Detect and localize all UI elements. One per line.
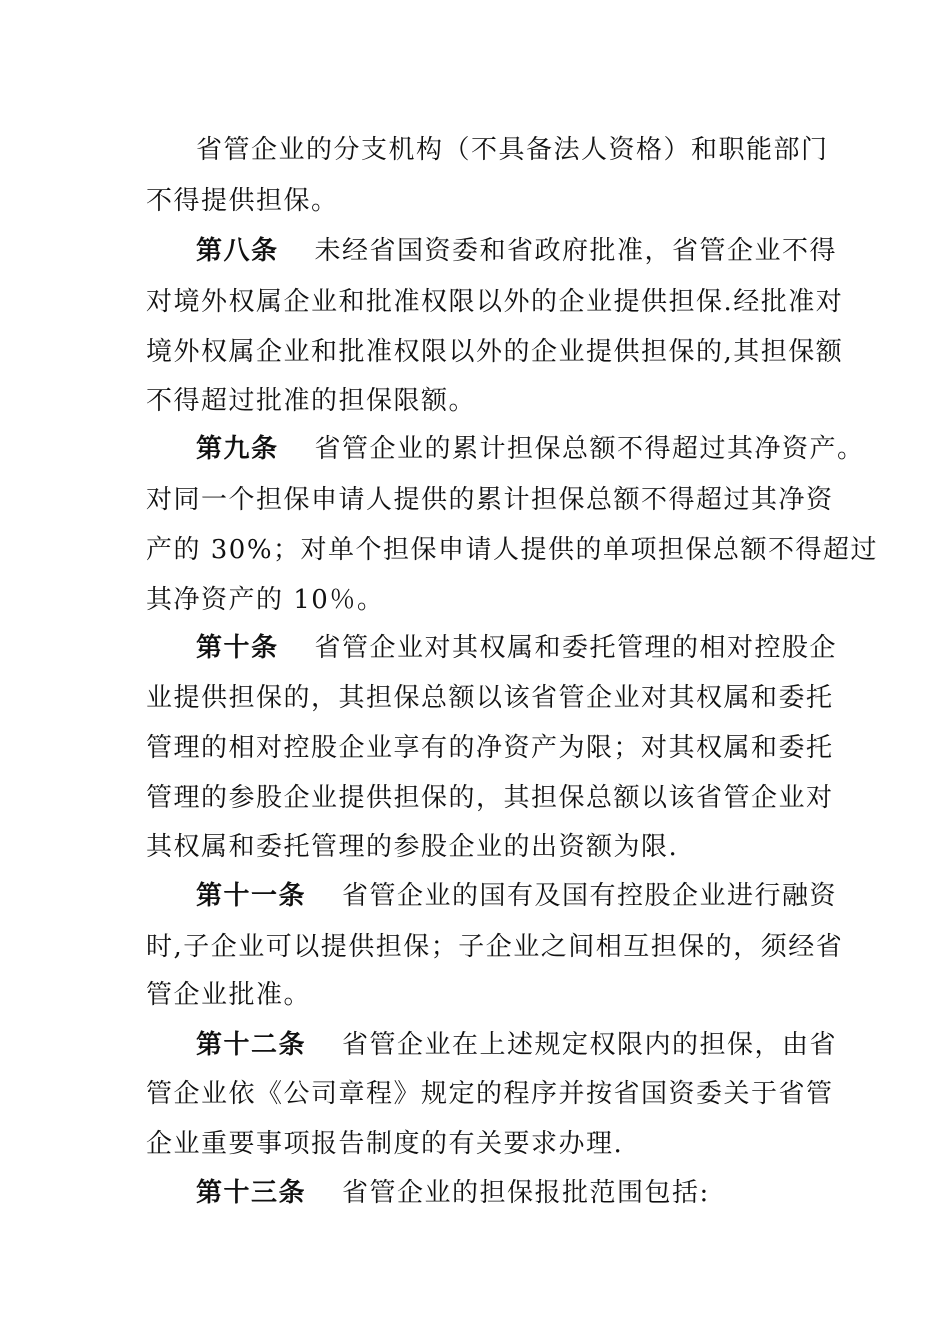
article-label: 第十一条 (196, 881, 307, 911)
paragraph-line: 管企业批准。 (146, 980, 312, 1010)
article-label: 第八条 (196, 236, 279, 266)
article-label: 第九条 (196, 434, 279, 464)
article-10-line (196, 633, 837, 663)
paragraph-line: 管企业依《公司章程》规定的程序并按省国资委关于省管 (146, 1079, 834, 1109)
paragraph-line: 管理的相对控股企业享有的净资产为限；对其权属和委托 (146, 733, 834, 763)
paragraph-line: 时,子企业可以提供担保；子企业之间相互担保的，须经省 (146, 932, 844, 962)
paragraph-text: 省管企业的担保报批范围包括: (342, 1178, 710, 1208)
paragraph-line: 不得超过批准的担保限额。 (146, 386, 477, 416)
article-label: 第十二条 (196, 1030, 307, 1060)
paragraph-line: 不得提供担保。 (146, 186, 339, 216)
paragraph-text: 省管企业在上述规定权限内的担保，由省 (342, 1030, 838, 1060)
paragraph-text: 省管企业的国有及国有控股企业进行融资 (342, 881, 838, 911)
article-label: 第十条 (196, 633, 279, 663)
article-12-line (196, 1030, 837, 1060)
paragraph-line: 对境外权属企业和批准权限以外的企业提供担保.经批准对 (146, 287, 844, 317)
paragraph-line: 其净资产的 10％。 (146, 585, 385, 615)
paragraph-line: 境外权属企业和批准权限以外的企业提供担保的,其担保额 (146, 337, 844, 367)
paragraph-text: 省管企业对其权属和委托管理的相对控股企 (314, 633, 838, 663)
paragraph-line: 业提供担保的，其担保总额以该省管企业对其权属和委托 (146, 683, 834, 713)
paragraph-text: 省管企业的累计担保总额不得超过其净资产。 (314, 434, 865, 464)
article-9-line (196, 434, 865, 464)
article-11-line (196, 881, 837, 911)
paragraph-line: 企业重要事项报告制度的有关要求办理. (146, 1129, 624, 1159)
paragraph-line: 管理的参股企业提供担保的，其担保总额以该省管企业对 (146, 783, 834, 813)
paragraph-line: 省管企业的分支机构（不具备法人资格）和职能部门 (196, 135, 829, 165)
article-8-line (196, 236, 837, 266)
paragraph-line: 其权属和委托管理的参股企业的出资额为限. (146, 832, 679, 862)
paragraph-text: 未经省国资委和省政府批准，省管企业不得 (314, 236, 838, 266)
paragraph-line: 对同一个担保申请人提供的累计担保总额不得超过其净资 (146, 485, 834, 515)
article-13-line (196, 1178, 710, 1208)
article-label: 第十三条 (196, 1178, 307, 1208)
paragraph-line: 产的 30%；对单个担保申请人提供的单项担保总额不得超过 (146, 535, 879, 565)
